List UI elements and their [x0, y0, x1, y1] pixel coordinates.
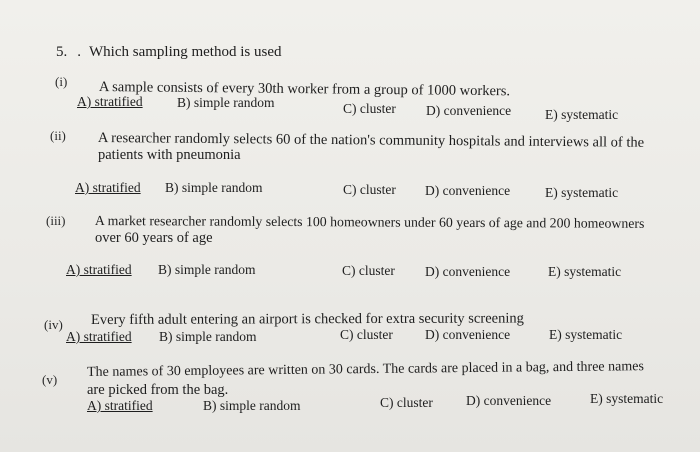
question-number: 5. — [56, 44, 68, 60]
item-2-option-b[interactable]: B) simple random — [165, 180, 263, 195]
item-1-option-b[interactable]: B) simple random — [177, 95, 275, 110]
item-5-statement-line1: The names of 30 employees are written on 30 cards. The cards are placed in a bag, and three names — [87, 359, 644, 380]
item-2-statement-line2: patients with pneumonia — [98, 147, 241, 163]
item-3-option-a[interactable]: A) stratified — [66, 262, 132, 277]
item-3-roman: (iii) — [46, 213, 66, 228]
item-5-option-b[interactable]: B) simple random — [203, 398, 301, 413]
item-3-statement-line1: A market researcher randomly selects 100 homeowners under 60 years of age and 200 homeowners — [94, 212, 645, 231]
item-5-option-c[interactable]: C) cluster — [380, 395, 433, 410]
item-4-option-d[interactable]: D) convenience — [425, 327, 511, 342]
item-4-option-b[interactable]: B) simple random — [159, 329, 257, 344]
item-5-option-e[interactable]: E) systematic — [590, 391, 664, 406]
item-1-option-a[interactable]: A) stratified — [77, 94, 143, 109]
item-3-option-b[interactable]: B) simple random — [158, 262, 256, 277]
item-1-option-d[interactable]: D) convenience — [426, 103, 512, 118]
item-2-roman: (ii) — [50, 128, 66, 143]
item-3-option-e[interactable]: E) systematic — [548, 264, 622, 279]
item-2-option-e[interactable]: E) systematic — [545, 185, 619, 200]
question-title: Which sampling method is used — [89, 44, 282, 60]
item-3-option-d[interactable]: D) convenience — [425, 264, 511, 279]
item-5-option-a[interactable]: A) stratified — [87, 398, 153, 413]
item-2-option-d[interactable]: D) convenience — [425, 183, 511, 198]
item-3-option-c[interactable]: C) cluster — [342, 263, 395, 278]
item-1-option-e[interactable]: E) systematic — [545, 107, 619, 122]
item-4-statement: Every fifth adult entering an airport is checked for extra security screening — [91, 310, 524, 328]
item-4-roman: (iv) — [44, 317, 63, 332]
item-2-option-a[interactable]: A) stratified — [75, 180, 141, 195]
question-dot: . — [77, 44, 81, 60]
item-2-option-c[interactable]: C) cluster — [343, 182, 396, 197]
item-4-option-c[interactable]: C) cluster — [340, 327, 393, 342]
item-1-option-c[interactable]: C) cluster — [343, 101, 396, 116]
item-5-option-d[interactable]: D) convenience — [466, 393, 552, 408]
item-1-roman: (i) — [55, 74, 68, 89]
item-3-statement-line2: over 60 years of age — [95, 230, 213, 246]
item-5-statement-line2: are picked from the bag. — [87, 382, 229, 398]
item-4-option-e[interactable]: E) systematic — [549, 327, 623, 342]
item-4-option-a[interactable]: A) stratified — [66, 329, 132, 344]
item-2-statement-line1: A researcher randomly selects 60 of the nation's community hospitals and interviews all of the — [97, 129, 645, 151]
item-1-statement: A sample consists of every 30th worker from a group of 1000 workers. — [98, 78, 511, 100]
question-heading — [56, 44, 281, 61]
item-5-roman: (v) — [42, 372, 58, 387]
